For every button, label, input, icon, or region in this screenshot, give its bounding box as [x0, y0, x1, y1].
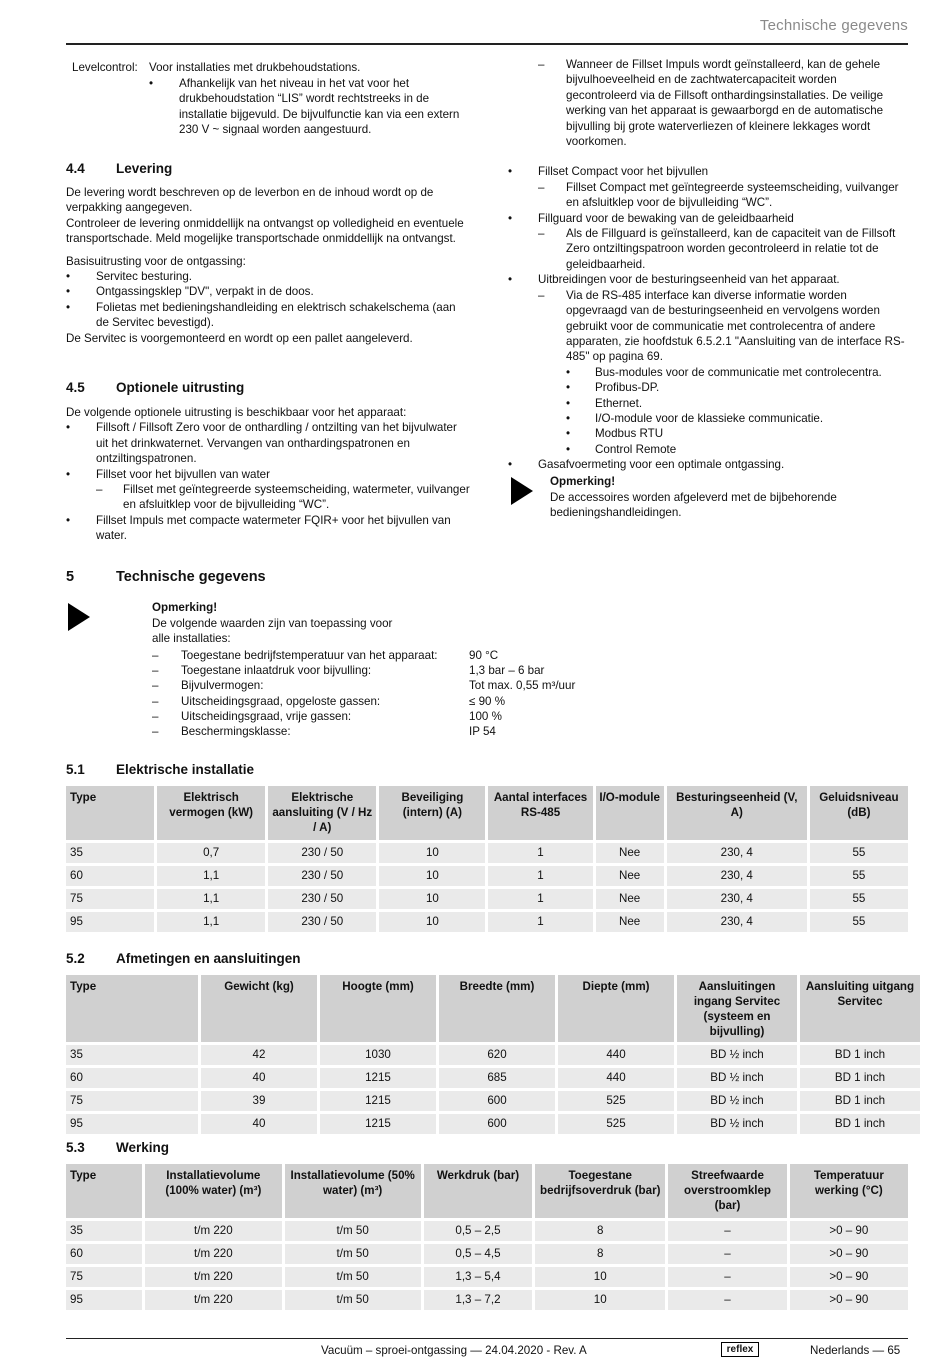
table-cell: 1 [488, 889, 592, 909]
table-cell: Nee [596, 912, 664, 932]
table-cell: 600 [439, 1114, 555, 1134]
section-5-2-title: Afmetingen en aansluitingen [116, 951, 301, 966]
table-cell: 75 [66, 1267, 142, 1287]
table-cell: BD 1 inch [800, 1045, 920, 1065]
table-row [66, 1290, 908, 1310]
section-4-5-body: De volgende optionele uitrusting is beschikbaar voor het apparaat: • Fillsoft / Fillsoft Zero voor de onthardling / ontzilting van het bijvulwater uit het drinkwaternet. Vervangen van onthardingspatronen en ontziltingspatronen. • Fillset voor het bijvullen van water – Fillset met geïntegreerde systeemscheiding, watermeter, vuilvanger en afsluitklep voor de bijvulleiding “WC”. • Fillset Impuls met compacte watermeter FQIR+ voor het bijvullen van water. [66, 406, 470, 543]
table-cell: 42 [201, 1045, 317, 1065]
table-cell: 600 [439, 1091, 555, 1111]
table-cell: 60 [66, 1068, 198, 1088]
table-cell: 39 [201, 1091, 317, 1111]
table-cell: BD ½ inch [677, 1091, 797, 1111]
table-cell: 60 [66, 1244, 142, 1264]
table-cell: 1030 [320, 1045, 436, 1065]
table-cell: – [668, 1244, 786, 1264]
table-cell: 95 [66, 912, 154, 932]
table-cell: 230 / 50 [268, 889, 376, 909]
operation-table [63, 1161, 911, 1313]
table-cell: BD 1 inch [800, 1114, 920, 1134]
table-cell: 1215 [320, 1114, 436, 1134]
column-header: Besturingseenheid (V, A) [667, 786, 807, 840]
column-header: Installatievolume (50% water) (m³) [285, 1164, 421, 1218]
table-cell: BD ½ inch [677, 1068, 797, 1088]
table-cell: 35 [66, 843, 154, 863]
table-cell: 230 / 50 [268, 843, 376, 863]
table-cell: – [668, 1267, 786, 1287]
table-row [66, 1244, 908, 1264]
table-cell: 685 [439, 1068, 555, 1088]
table-cell: t/m 220 [145, 1221, 281, 1241]
table-cell: 230 / 50 [268, 866, 376, 886]
column-header: Elektrisch vermogen (kW) [157, 786, 265, 840]
table-cell: 440 [558, 1045, 674, 1065]
table-cell: BD 1 inch [800, 1068, 920, 1088]
column-header: Toegestane bedrijfsoverdruk (bar) [535, 1164, 665, 1218]
footer-page-number: Nederlands — 65 [810, 1344, 901, 1357]
table-cell: 8 [535, 1221, 665, 1241]
electrical-table [63, 783, 911, 935]
section-4-5-title: Optionele uitrusting [116, 380, 245, 395]
table-row [66, 1267, 908, 1287]
table-cell: 95 [66, 1114, 198, 1134]
column-header: Beveiliging (intern) (A) [379, 786, 485, 840]
page-header-title: Technische gegevens [759, 17, 908, 34]
column-header: Elektrische aansluiting (V / Hz / A) [268, 786, 376, 840]
table-row [66, 889, 908, 909]
table-cell: 10 [535, 1290, 665, 1310]
table-cell: t/m 50 [285, 1290, 421, 1310]
right-column: – Wanneer de Fillset Impuls wordt geïnstalleerd, kan de gehele bijvulhoeveelheid en de zachtwatercapaciteit worden gecontroleerd via de Fillsoft onthardingsinstallaties. De veilige werking van het apparaat is gewaarborgd en de automatische bijvulling bij grote waterverliezen of kleinere lekkages wordt voorkomen. • Fillset Compact voor het bijvullen – Fillset Compact met geïntegreerde systeemscheiding, vuilvanger en afsluitklep voor de bijvulleiding “WC”. • Fillguard voor de bewaking van de geleidbaarheid – Als de Fillguard is geïnstalleerd, kan de capaciteit van de Fillsoft Zero ontziltingspatroon worden gecontroleerd in relatie tot de geleidbaarheid. • Uitbreidingen voor de besturingseenheid van het apparaat. – Via de RS-485 interface kan diverse informatie worden opgevraagd van de besturingseenheid en vervolgens worden gebruikt voor de communicatie met controlecentra of andere apparaten, zie hoofdstuk 6.5.2.1 "Aansluiting van de interface RS-485" op pagina 69. • Bus-modules voor de communicatie met controlecentra. • Profibus-DP. • Ethernet. • I/O-module voor de klassieke communicatie. • Modbus RTU • Control Remote • Gasafvoermeting voor een optimale ontgassing. [508, 58, 905, 472]
spec-row: – Uitscheidingsgraad, vrije gassen: 100 % [152, 710, 502, 723]
table-cell: 0,5 – 4,5 [424, 1244, 532, 1264]
table-cell: Nee [596, 889, 664, 909]
table-cell: 40 [201, 1114, 317, 1134]
table-cell: 1,3 – 7,2 [424, 1290, 532, 1310]
table-row [66, 1045, 920, 1065]
table-cell: 35 [66, 1045, 198, 1065]
spec-row: – Beschermingsklasse: IP 54 [152, 725, 496, 738]
column-header: Aantal interfaces RS-485 [488, 786, 592, 840]
table-cell: 1 [488, 843, 592, 863]
table-cell: 0,5 – 2,5 [424, 1221, 532, 1241]
section-5-3-title: Werking [116, 1140, 170, 1155]
table-header-row [66, 786, 908, 840]
table-cell: >0 – 90 [790, 1221, 908, 1241]
section-5-1-title: Elektrische installatie [116, 762, 255, 777]
table-cell: t/m 220 [145, 1244, 281, 1264]
table-cell: 35 [66, 1221, 142, 1241]
table-cell: >0 – 90 [790, 1244, 908, 1264]
table-row [66, 1221, 908, 1241]
table-cell: 10 [379, 843, 485, 863]
table-cell: 0,7 [157, 843, 265, 863]
table-cell: t/m 50 [285, 1244, 421, 1264]
table-cell: 1,1 [157, 866, 265, 886]
table-cell: 75 [66, 889, 154, 909]
table-cell: 55 [810, 912, 908, 932]
table-row [66, 866, 908, 886]
section-4-5-number: 4.5 [66, 380, 85, 395]
table-cell: 1,3 – 5,4 [424, 1267, 532, 1287]
column-header: Installatievolume (100% water) (m³) [145, 1164, 281, 1218]
table-header-row [66, 1164, 908, 1218]
table-cell: 230, 4 [667, 843, 807, 863]
levelcontrol-bullet: • Afhankelijk van het niveau in het vat voor het drukbehoudstation “LIS” wordt rechtstreeks in de installatie bijgevuld. De bijvulfunctie kan via een extern 230 V ~ signaal worden aangestuurd. [149, 77, 460, 137]
column-header: Diepte (mm) [558, 975, 674, 1042]
table-cell: – [668, 1221, 786, 1241]
table-cell: 1215 [320, 1068, 436, 1088]
note-arrow-icon [68, 603, 90, 631]
table-cell: 230, 4 [667, 866, 807, 886]
table-cell: 10 [535, 1267, 665, 1287]
table-cell: t/m 50 [285, 1221, 421, 1241]
column-header: Breedte (mm) [439, 975, 555, 1042]
table-cell: 1 [488, 866, 592, 886]
spec-row: – Toegestane inlaatdruk voor bijvulling: 1,3 bar – 6 bar [152, 664, 545, 677]
table-cell: Nee [596, 866, 664, 886]
table-row [66, 1068, 920, 1088]
table-cell: 10 [379, 889, 485, 909]
note-arrow-icon [511, 477, 533, 505]
section-5-note-text: De volgende waarden zijn van toepassing voor alle installaties: [152, 617, 393, 646]
table-cell: 525 [558, 1114, 674, 1134]
column-header: I/O-module [596, 786, 664, 840]
table-cell: Nee [596, 843, 664, 863]
column-header: Aansluiting uitgang Servitec [800, 975, 920, 1042]
table-cell: 10 [379, 912, 485, 932]
table-cell: 230 / 50 [268, 912, 376, 932]
table-cell: 55 [810, 889, 908, 909]
section-4-4-body: De levering wordt beschreven op de leverbon en de inhoud wordt op de verpakking aangegeven. Controleer de levering onmiddellijk na ontvangst op volledigheid en eventuele transportschade. Meld mogelijke transportschade onmiddellijk na ontvangst. Basisuitrusting voor de ontgassing: • Servitec besturing. • Ontgassingsklep "DV", verpakt in de doos. • Folietas met bedieningshandleiding en elektrisch schakelschema (aan de Servitec bevestigd). De Servitec is voorgemonteerd en wordt op een pallet aangeleverd. [66, 186, 464, 345]
section-5-3-number: 5.3 [66, 1140, 85, 1155]
levelcontrol-text: Voor installaties met drukbehoudstations. [149, 61, 361, 74]
spec-row: – Bijvulvermogen: Tot max. 0,55 m³/uur [152, 679, 576, 692]
column-header: Gewicht (kg) [201, 975, 317, 1042]
table-cell: 1,1 [157, 912, 265, 932]
column-header: Geluidsniveau (dB) [810, 786, 908, 840]
table-cell: 60 [66, 866, 154, 886]
table-cell: 620 [439, 1045, 555, 1065]
table-row [66, 912, 908, 932]
section-5-note-title: Opmerking! [152, 601, 218, 614]
table-cell: 10 [379, 866, 485, 886]
table-row [66, 1091, 920, 1111]
dimensions-table [63, 972, 923, 1137]
column-header: Aansluitingen ingang Servitec (systeem en bijvulling) [677, 975, 797, 1042]
footer-divider [66, 1338, 908, 1339]
table-cell: 8 [535, 1244, 665, 1264]
section-5-number: 5 [66, 569, 75, 585]
table-cell: t/m 220 [145, 1267, 281, 1287]
table-cell: 55 [810, 866, 908, 886]
column-header: Type [66, 786, 154, 840]
table-cell: 55 [810, 843, 908, 863]
column-header: Streefwaarde overstroomklep (bar) [668, 1164, 786, 1218]
column-header: Werkdruk (bar) [424, 1164, 532, 1218]
column-header: Type [66, 1164, 142, 1218]
table-cell: >0 – 90 [790, 1290, 908, 1310]
header-divider [66, 43, 908, 45]
table-cell: 230, 4 [667, 889, 807, 909]
table-row [66, 1114, 920, 1134]
table-cell: – [668, 1290, 786, 1310]
table-header-row [66, 975, 920, 1042]
levelcontrol-label: Levelcontrol: [72, 61, 138, 74]
section-5-title: Technische gegevens [116, 569, 266, 585]
section-5-2-number: 5.2 [66, 951, 85, 966]
table-cell: 1 [488, 912, 592, 932]
table-cell: t/m 50 [285, 1267, 421, 1287]
spec-row: – Toegestane bedrijfstemperatuur van het apparaat: 90 °C [152, 649, 499, 662]
table-cell: t/m 220 [145, 1290, 281, 1310]
column-header: Hoogte (mm) [320, 975, 436, 1042]
table-cell: 40 [201, 1068, 317, 1088]
table-cell: BD ½ inch [677, 1045, 797, 1065]
table-cell: BD 1 inch [800, 1091, 920, 1111]
table-cell: BD ½ inch [677, 1114, 797, 1134]
column-header: Temperatuur werking (°C) [790, 1164, 908, 1218]
table-row [66, 843, 908, 863]
table-cell: 1,1 [157, 889, 265, 909]
table-cell: 95 [66, 1290, 142, 1310]
note-text: De accessoires worden afgeleverd met de bijbehorende bedieningshandleidingen. [550, 491, 837, 520]
table-cell: 75 [66, 1091, 198, 1111]
table-cell: 1215 [320, 1091, 436, 1111]
footer-document-info: Vacuüm – sproei-ontgassing — 24.04.2020 - Rev. A [321, 1344, 587, 1357]
section-4-4-title: Levering [116, 161, 173, 176]
reflex-logo: reflex [721, 1342, 759, 1357]
table-cell: 440 [558, 1068, 674, 1088]
spec-row: – Uitscheidingsgraad, opgeloste gassen: ≤ 90 % [152, 695, 506, 708]
table-cell: 525 [558, 1091, 674, 1111]
section-4-4-number: 4.4 [66, 161, 85, 176]
section-5-1-number: 5.1 [66, 762, 85, 777]
table-cell: >0 – 90 [790, 1267, 908, 1287]
table-cell: 230, 4 [667, 912, 807, 932]
note-title: Opmerking! [550, 475, 616, 488]
column-header: Type [66, 975, 198, 1042]
